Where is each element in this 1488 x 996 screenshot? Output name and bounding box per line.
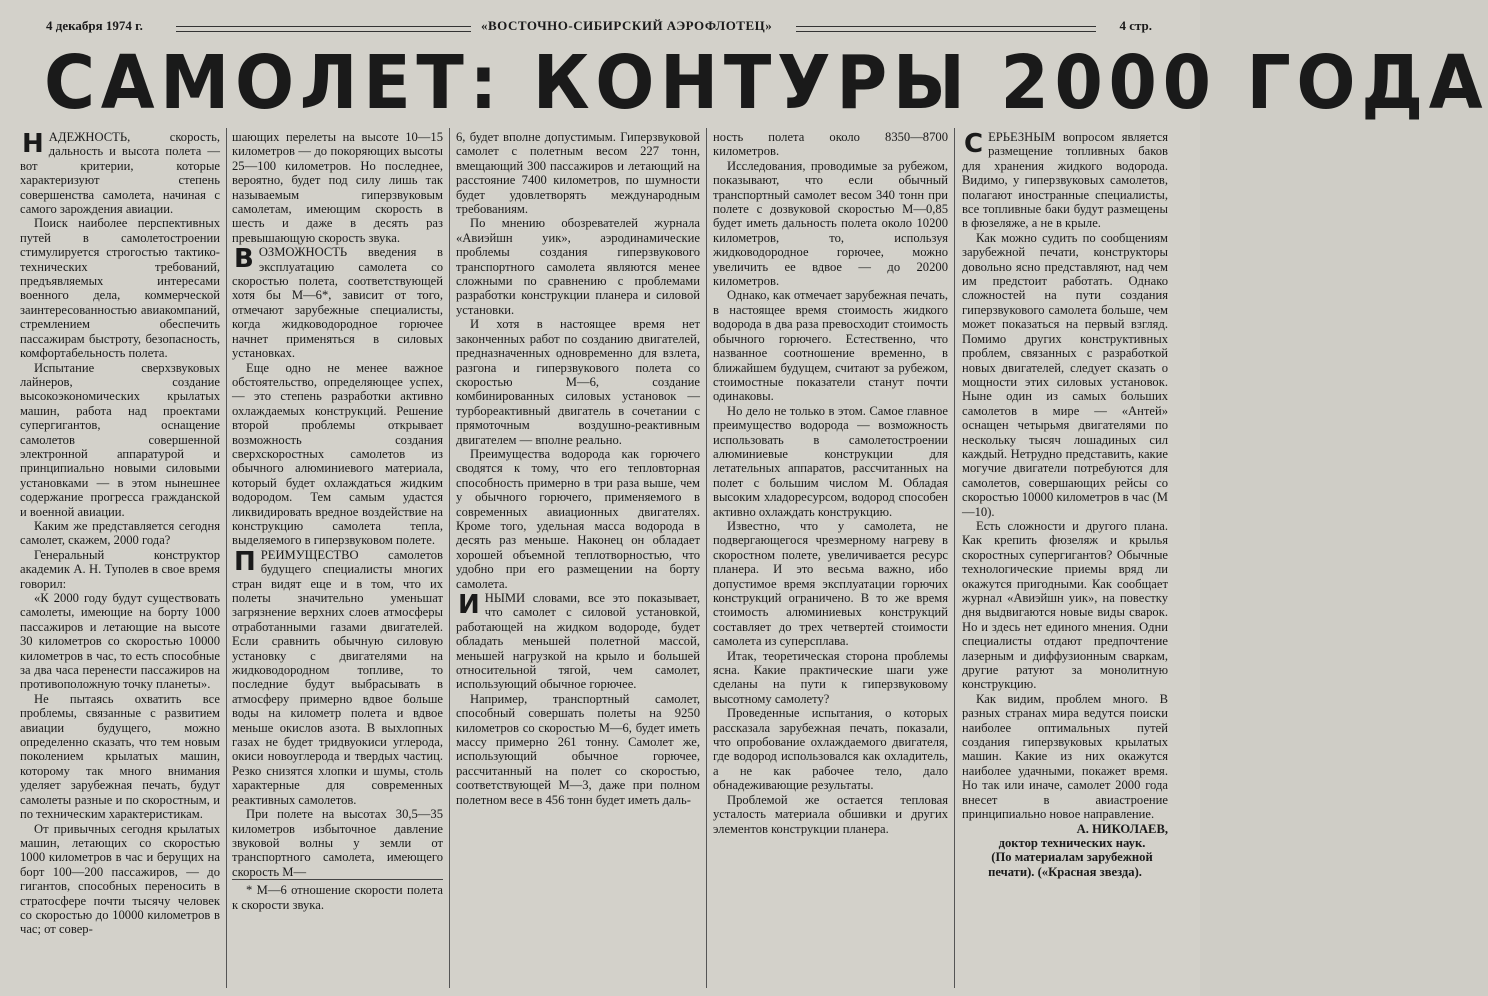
article-column-4 <box>713 130 948 990</box>
article-column-1 <box>20 130 220 990</box>
column-divider <box>954 128 955 988</box>
drop-cap: В <box>234 244 254 275</box>
page-header <box>36 14 1166 40</box>
paragraph: При полете на высотах 30,5—35 километров избыточное давление звуковой волны у земли от транспортного самолета, имеющего скорость М— <box>232 807 443 879</box>
paragraph: Итак, теоретическая сторона проблемы ясна. Какие практические шаги уже сделаны на пути к гиперзвуковому высотному самолету? <box>713 648 948 706</box>
paragraph: ЕРЬЕЗНЫМ вопросом является размещение топливных баков для хранения жидкого водорода. Видимо, у гиперзвуковых самолетов, полагают иностранные специалисты, все топливные баки будут размещены в фюзеляже, а не в крыле. <box>962 130 1168 231</box>
headline: САМОЛЕТ: КОНТУРЫ 2000 ГОДА <box>44 40 1488 126</box>
paragraph: Проведенные испытания, о которых рассказала зарубежная печать, показали, что опробование охлаждаемого двигателя, где водород использовался как охладитель, а не как рабочее тело, дало обнадеживающие результаты. <box>713 706 948 793</box>
paragraph: ОЗМОЖНОСТЬ введения в эксплуатацию самолета со скоростью полета, соответствующей хотя бы М—6*, зависит от того, отмечают зарубежные специалисты, когда жидководородное горючее начнет применяться в силовых установках. <box>232 245 443 361</box>
quote-paragraph: «К 2000 году будут существовать самолеты, имеющие на борту 1000 пассажиров и летающие на высоте 30 километров со скоростью 10000 километров в час, то есть способные за два часа перенести пассажиров на противоположную точку планеты». <box>20 591 220 692</box>
paragraph: Еще одно не менее важное обстоятельство, определяющее успех, — это степень разработки активно охлаждаемых конструкций. Решение второй проблемы открывает возможность создания сверхскоростных самолетов из обычного алюминиевого материала, который будет охлаждаться жидким водородом. Тем самым удастся ликвидировать вредное воздействие на конструкцию самолета тепла, выделяемого в гиперзвуковом полете. <box>232 360 443 548</box>
author-name: А. НИКОЛАЕВ, <box>1076 821 1168 836</box>
source-note: (По материалам зарубежной печати). («Красная звезда). <box>988 850 1153 879</box>
paragraph: Однако, как отмечает зарубежная печать, в настоящее время стоимость жидкого водорода в два раза превосходит стоимость обычного горючего. Естественно, что названное соотношение временно, в ближайшем будущем, считают за рубежом, стоимостные показатели станут почти одинаковы. <box>713 288 948 404</box>
drop-cap: С <box>964 129 984 159</box>
column-divider <box>226 128 227 988</box>
paragraph: Исследования, проводимые за рубежом, показывают, что если обычный транспортный самолет весом 340 тонн при полете с дозвуковой скоростью М—0,85 будет иметь дальность полета около 10200 километров, то, используя жидководородное горючее, можно увеличить ее вдвое — до 20200 километров. <box>713 158 948 289</box>
drop-cap: И <box>458 590 480 620</box>
issue-date: 4 декабря 1974 г. <box>46 18 143 33</box>
article-column-3 <box>456 130 700 990</box>
paragraph: Проблемой же остается тепловая усталость материала обшивки и других элементов конструкции планера. <box>713 792 948 836</box>
drop-cap: Н <box>22 129 44 159</box>
header-rule <box>176 26 471 32</box>
paragraph: Как видим, проблем много. В разных странах мира ведутся поиски наиболее оптимальных путей создания гиперзвуковых крылатых машин. Какие из них окажутся наиболее удачными, покажет время. Но так или иначе, самолет 2000 года внесет в авиастроение принципиально новое направление. <box>962 691 1168 822</box>
paragraph: Есть сложности и другого плана. Как крепить фюзеляж и крылья скоростных супергигантов? Обычные технологические приемы вряд ли окажутся пригодными. Как сообщает журнал «Авиэйшн уик», на повестку дня выдвигаются новые виды сварок. Но и здесь нет единого мнения. Одни специалисты отдают предпочтение лазерным и диффузионным сваркам, другие ратуют за монолитную конструкцию. <box>962 518 1168 692</box>
paragraph: По мнению обозревателей журнала «Авиэйшн уик», аэродинамические проблемы создания гиперзвукового транспортного самолета являются менее сложными по сравнению с проблемами разработки конструкции планера и силовой установки. <box>456 216 700 317</box>
paragraph: Известно, что у самолета, не подвергающегося чрезмерному нагреву в скоростном полете, увеличивается ресурс планера. И это весьма важно, ибо допустимое время эксплуатации горючих конструкций ограничено. В то же время стоимость алюминиевых конструкций составляет до трех четвертей стоимости самолета из суперсплава. <box>713 518 948 649</box>
column-divider <box>449 128 450 988</box>
paragraph: Поиск наиболее перспективных путей в самолетостроении стимулируется строгостью тактико-технических требований, предъявляемых интересами военного дела, коммерческой заинтересованностью авиакомпаний, стремлением обеспечить пассажирам быстроту, безопасность, комфортабельность полета. <box>20 216 220 361</box>
paragraph: И хотя в настоящее время нет законченных работ по созданию двигателей, предназначенных одновременно для взлета, разгона и гиперзвукового полета со скоростью М—6, создание комбинированных силовых установок — турбореактивный двигатель в сочетании с прямоточным воздушно-реактивным двигателем — вполне реально. <box>456 317 700 447</box>
page-number: 4 стр. <box>1119 18 1152 33</box>
footnote: * М—6 отношение скорости полета к скорости звука. <box>232 879 443 912</box>
author-degree: доктор технических наук. <box>998 835 1146 850</box>
paragraph: 6, будет вполне допустимым. Гиперзвуковой самолет с полетным весом 227 тонн, вмещающий 300 пассажиров и летающий на расстояние 7400 километров, по шумности будет удовлетворять международным требованиям. <box>456 130 700 217</box>
paragraph: От привычных сегодня крылатых машин, летающих со скоростью 1000 километров в час и берущих на борт 100—200 пассажиров, — до гигантов, способных переносить в стратосфере почти тысячу человек со скоростью до 10000 километров в час; от совер- <box>20 821 220 937</box>
header-rule <box>796 26 1096 32</box>
paragraph: Преимущества водорода как горючего сводятся к тому, что его тепловторная способность примерно в три раза выше, чем у обычного горючего, применяемого в современных авиационных двигателях. Кроме того, удельная масса водорода в десять раз меньше. Наконец он обладает хорошей объемной теплотворностью, что удобно при его размещении на борту самолета. <box>456 446 700 591</box>
paragraph: шающих перелеты на высоте 10—15 километров — до покоряющих высоты 25—100 километров. Но последнее, вероятно, будет под силу лишь так называемым гиперзвуковым самолетам, имеющим скорость в шесть и даже в десять раз превышающую скорость звука. <box>232 130 443 245</box>
paragraph: ность полета около 8350—8700 километров. <box>713 130 948 159</box>
paragraph: АДЕЖНОСТЬ, скорость, дальность и высота полета — вот критерии, которые характеризуют степень совершенства самолета, начиная с самого зарождения авиации. <box>20 130 220 217</box>
paragraph: Например, транспортный самолет, способный совершать полеты на 9250 километров со скоростью М—6, будет иметь массу примерно 261 тонну. Самолет же, использующий обычное горючее, рассчитанный на полет со скоростью, соответствующей М—3, даже при полном полетном весе в 456 тонн будет иметь даль- <box>456 691 700 807</box>
article-column-5 <box>962 130 1168 990</box>
paragraph: Испытание сверхзвуковых лайнеров, создание высокоэкономических крылатых машин, работа над проектами супергигантов, оснащение самолетов совершенной электронной аппаратурой и принципиально новыми силовыми установками — в этом нынешнее содержание прогресса гражданской и военной авиации. <box>20 360 220 519</box>
drop-cap: П <box>234 546 256 577</box>
column-divider <box>706 128 707 988</box>
paragraph: РЕИМУЩЕСТВО самолетов будущего специалисты многих стран видят еще и в том, что их полеты значительно уменьшат загрязнение верхних слоев атмосферы отработанными газами двигателей. Если сравнить обычную силовую установку с двигателями на жидководородном топливе, то последние будут выбрасывать в атмосферу примерно вдвое больше воды на километр полета и вдвое меньше окислов азота. В выхлопных газах не будет тридвуокиси углерода, окиси новоуглерода и твердых частиц. Резко снизятся хлопки и шумы, столь характерные для современных реактивных самолетов. <box>232 547 443 807</box>
paragraph: Каким же представляется сегодня самолет, скажем, 2000 года? <box>20 518 220 548</box>
paragraph: Не пытаясь охватить все проблемы, связанные с развитием авиации будущего, можно определенно сказать, что тем новым поколением крылатых машин, которому так много внимания уделяет зарубежная печать, будут самолеты разные и по скоростным, и по техническим характеристикам. <box>20 691 220 822</box>
paragraph: НЫМИ словами, все это показывает, что самолет с силовой установкой, работающей на жидком водороде, будет обладать меньшей полетной массой, меньшей нагрузкой на крыло и большей относительной тягой, чем самолет, использующий обычное горючее. <box>456 591 700 692</box>
paragraph: Генеральный конструктор академик А. Н. Туполев в свое время говорил: <box>20 547 220 591</box>
paragraph: Но дело не только в этом. Самое главное преимущество водорода — возможность использовать в самолетостроении алюминиевые конструкции для летательных аппаратов, рассчитанных на полет с большим числом М. Обладая высоким хладоресурсом, водород способен активно охлаждать конструкцию. <box>713 403 948 519</box>
newspaper-name: «ВОСТОЧНО-СИБИРСКИЙ АЭРОФЛОТЕЦ» <box>481 18 773 33</box>
paragraph: Как можно судить по сообщениям зарубежной печати, конструкторы довольно ясно представляют, над чем им предстоит работать. Однако сложностей на пути создания гиперзвукового самолета больше, чем может показаться на первый взгляд. Помимо других конструктивных проблем, связанных с разработкой новых двигателей, следует сказать о мощности этих силовых установок. Ныне один из самых больших самолетов в мире — «Антей» оснащен четырьмя двигателями по нескольку тысяч лошадиных сил каждый. Нетрудно представить, какие могучие двигатели потребуются для самолетов, совершающих рейсы со скоростью 10000 километров в час (М—10). <box>962 230 1168 519</box>
article-column-2 <box>232 130 443 990</box>
